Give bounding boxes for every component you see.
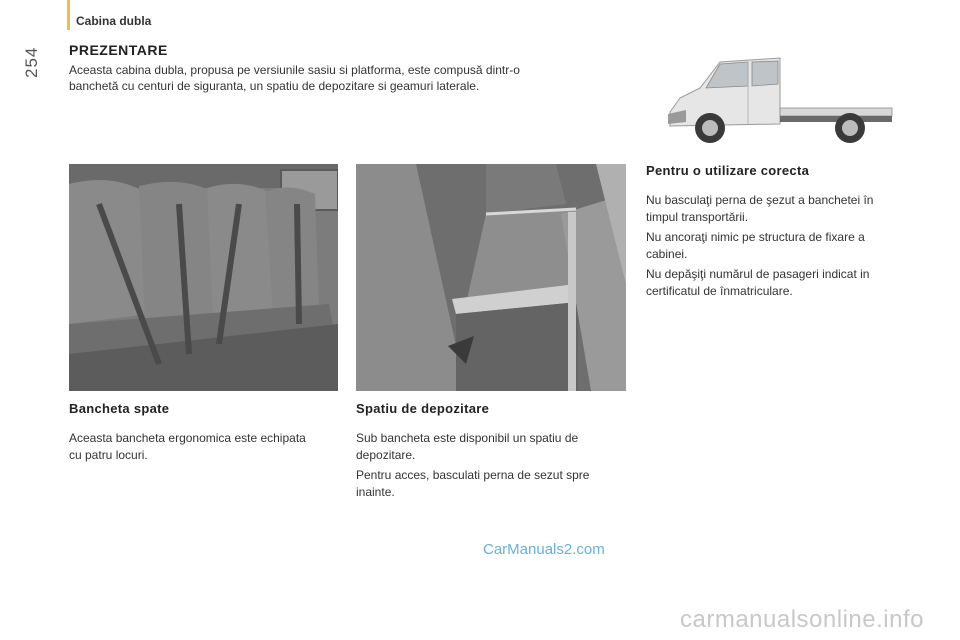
storage-paragraph-1 xyxy=(356,430,631,464)
correct-use-p2-line-1: Nu ancoraţi nimic pe structura de fixare a xyxy=(646,230,865,244)
intro-line-1: Aceasta cabina dubla, propusa pe versiunile sasiu si platforma, este compusă dintr-o xyxy=(69,63,520,77)
intro-line-2: banchetă cu centuri de siguranta, un spatiu de depozitare si geamuri laterale. xyxy=(69,79,480,93)
carmanuals2-watermark-link[interactable]: CarManuals2.com xyxy=(483,541,605,558)
correct-use-paragraph-1 xyxy=(646,192,916,226)
rear-bench-photo xyxy=(69,164,338,391)
section-label: Cabina dubla xyxy=(76,14,152,28)
correct-use-p1-line-1: Nu basculaţi perna de şezut a banchetei în xyxy=(646,193,874,207)
page-number: 254 xyxy=(22,46,41,78)
page-title: PREZENTARE xyxy=(69,42,168,58)
correct-use-p3-line-2: certificatul de înmatriculare. xyxy=(646,284,793,298)
correct-use-paragraph-3 xyxy=(646,266,916,300)
storage-p2-line-2: inainte. xyxy=(356,485,395,499)
rear-bench-line-1: Aceasta bancheta ergonomica este echipata xyxy=(69,431,306,445)
correct-use-p2-line-2: cabinei. xyxy=(646,247,688,261)
storage-title: Spatiu de depozitare xyxy=(356,401,490,416)
rear-bench-paragraph xyxy=(69,430,344,464)
double-cab-truck-illustration xyxy=(660,52,900,152)
rear-bench-title: Bancheta spate xyxy=(69,401,170,416)
section-accent-bar xyxy=(67,0,70,30)
storage-space-photo xyxy=(356,164,626,391)
storage-p2-line-1: Pentru acces, basculati perna de sezut spre xyxy=(356,468,590,482)
correct-use-paragraph-2 xyxy=(646,229,916,263)
correct-use-p3-line-1: Nu depăşiţi numărul de pasageri indicat in xyxy=(646,267,870,281)
rear-bench-line-2: cu patru locuri. xyxy=(69,448,148,462)
correct-use-title: Pentru o utilizare corecta xyxy=(646,163,810,178)
carmanualsonline-watermark: carmanualsonline.info xyxy=(680,606,924,633)
storage-p1-line-2: depozitare. xyxy=(356,448,416,462)
intro-paragraph xyxy=(69,62,609,94)
storage-p1-line-1: Sub bancheta este disponibil un spatiu de xyxy=(356,431,579,445)
storage-paragraph-2 xyxy=(356,467,631,501)
correct-use-p1-line-2: timpul transportării. xyxy=(646,210,749,224)
